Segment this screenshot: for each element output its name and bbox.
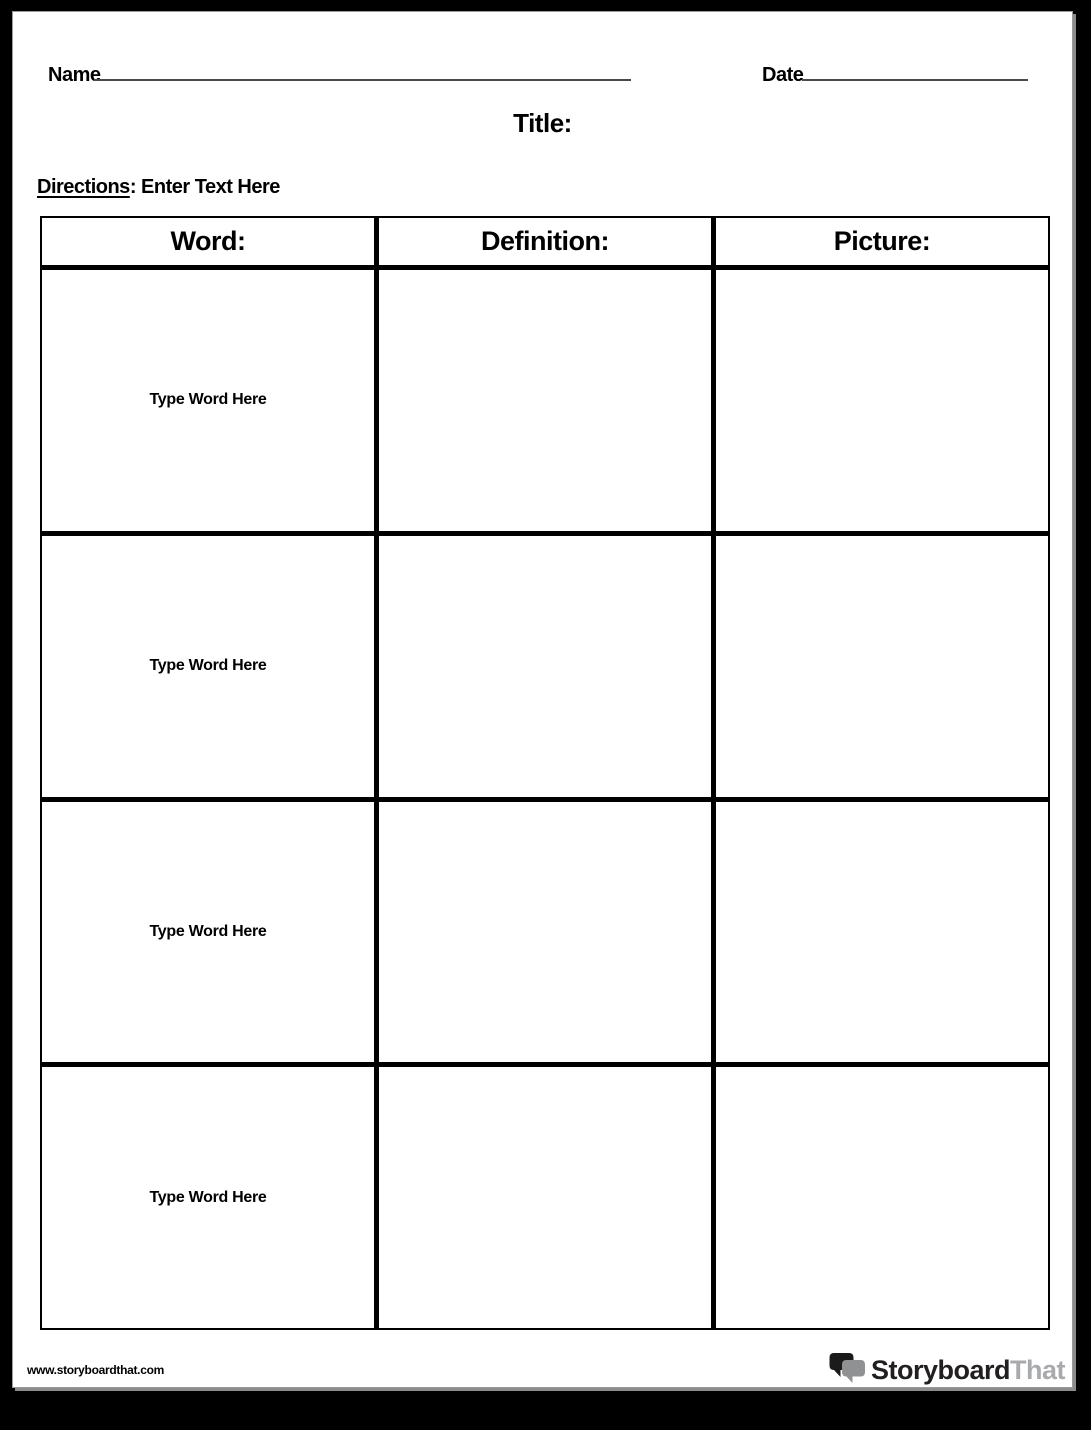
date-label: Date — [762, 64, 804, 86]
word-cell-row2[interactable] — [42, 536, 374, 797]
logo-text-that: That — [1010, 1355, 1065, 1385]
word-cell-row1[interactable] — [42, 270, 374, 531]
worksheet-page — [12, 11, 1073, 1388]
directions-label: Directions — [37, 176, 130, 198]
name-label: Name — [48, 64, 101, 86]
directions-text-placeholder[interactable]: : Enter Text Here — [129, 176, 280, 198]
definition-cell-row1[interactable] — [379, 270, 711, 531]
word-placeholder-row3[interactable]: Type Word Here — [149, 922, 267, 940]
picture-cell-row3[interactable] — [716, 802, 1048, 1063]
speech-bubbles-icon — [829, 1352, 866, 1389]
picture-cell-row1[interactable] — [716, 270, 1048, 531]
storyboardthat-logo — [829, 1352, 1065, 1389]
name-blank-line[interactable] — [94, 79, 631, 81]
picture-cell-row4[interactable] — [716, 1067, 1048, 1328]
word-cell-row3[interactable] — [42, 802, 374, 1063]
definition-column-header[interactable]: Definition: — [379, 218, 711, 265]
definition-cell-row3[interactable] — [379, 802, 711, 1063]
word-placeholder-row2[interactable]: Type Word Here — [149, 657, 267, 675]
word-placeholder-row4[interactable]: Type Word Here — [149, 1188, 267, 1206]
word-placeholder-row1[interactable]: Type Word Here — [149, 391, 267, 409]
word-column-header[interactable]: Word: — [42, 218, 374, 265]
logo-text-storyboard: Storyboard — [870, 1355, 1010, 1385]
picture-cell-row2[interactable] — [716, 536, 1048, 797]
picture-column-header[interactable]: Picture: — [716, 218, 1048, 265]
date-blank-line[interactable] — [802, 79, 1028, 81]
vocabulary-table — [40, 216, 1050, 1330]
website-url: www.storyboardthat.com — [27, 1363, 164, 1377]
definition-cell-row4[interactable] — [379, 1067, 711, 1328]
word-cell-row4[interactable] — [42, 1067, 374, 1328]
title-placeholder[interactable]: Title: — [513, 108, 572, 138]
definition-cell-row2[interactable] — [379, 536, 711, 797]
directions-line — [37, 176, 280, 199]
